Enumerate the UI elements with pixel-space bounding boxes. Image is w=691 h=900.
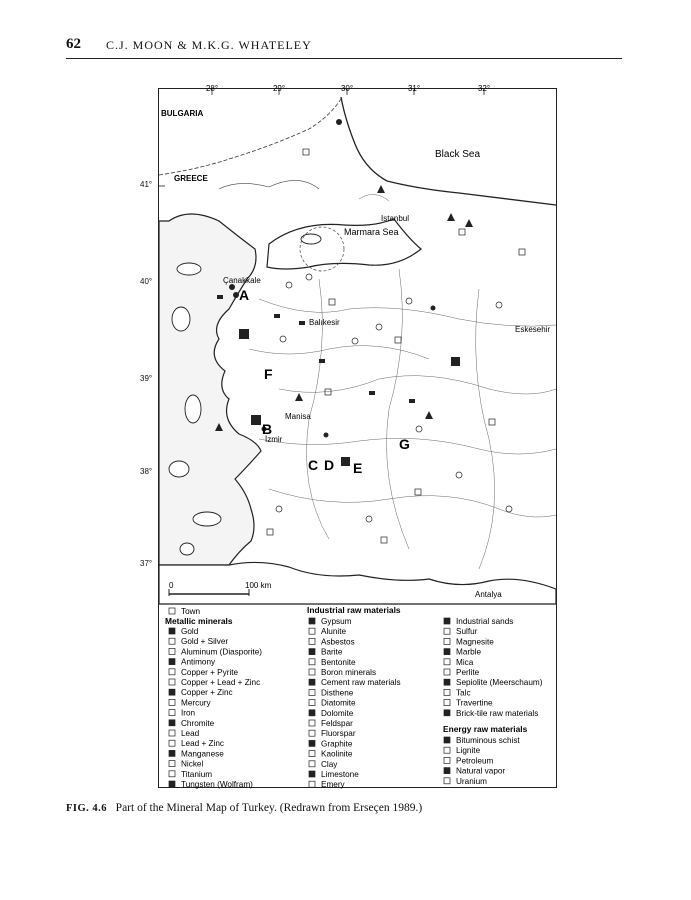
legend-metallic-item: Manganese bbox=[181, 749, 224, 759]
region-b: B bbox=[262, 421, 273, 437]
legend-industrial-item: Clay bbox=[321, 759, 338, 769]
legend-metallic-item: Iron bbox=[181, 708, 196, 718]
label-istanbul: Istanbul bbox=[381, 214, 410, 223]
legend-energy-item: Natural vapor bbox=[456, 766, 506, 776]
legend-industrial-item: Gypsum bbox=[321, 617, 352, 626]
label-manisa: Manisa bbox=[285, 412, 311, 421]
legend-metallic-item: Antimony bbox=[181, 657, 216, 667]
legend-metallic-item: Mercury bbox=[181, 698, 211, 708]
label-bulgaria: BULGARIA bbox=[161, 109, 204, 118]
legend-industrial-right-symbol-icon bbox=[444, 659, 450, 665]
legend-industrial-right-symbol-icon bbox=[444, 649, 450, 655]
legend-industrial-item: Boron minerals bbox=[321, 668, 377, 677]
lat-37: 37° bbox=[140, 559, 153, 568]
legend-industrial-right-item: Sepiolite (Meerschaum) bbox=[456, 678, 543, 688]
legend-industrial-right-item: Marble bbox=[456, 647, 482, 657]
legend-industrial-right-item: Magnesite bbox=[456, 637, 494, 647]
legend-industrial-symbol-icon bbox=[309, 649, 315, 655]
legend-metallic-symbol-icon bbox=[169, 761, 175, 767]
legend-industrial-symbol-icon bbox=[309, 618, 315, 624]
legend-industrial-right-symbol-icon bbox=[444, 679, 450, 685]
legend-industrial-symbol-icon bbox=[309, 761, 315, 767]
legend-industrial-item: Disthene bbox=[321, 688, 354, 698]
label-izmir: İzmir bbox=[265, 435, 283, 444]
label-eskisehir: Eskesehir bbox=[515, 325, 551, 334]
legend-industrial-right-symbol-icon bbox=[444, 669, 450, 675]
legend-metallic-head: Metallic minerals bbox=[165, 616, 233, 626]
legend-industrial-symbol-icon bbox=[309, 781, 315, 787]
label-balikesir: Balıkesir bbox=[309, 318, 340, 327]
page-number: 62 bbox=[66, 36, 81, 52]
legend-industrial-item: Fluorspar bbox=[321, 729, 356, 739]
legend-industrial-right-item: Perlite bbox=[456, 668, 480, 677]
lat-39: 39° bbox=[140, 374, 153, 383]
legend-industrial-item: Barite bbox=[321, 647, 343, 657]
region-a: A bbox=[239, 287, 250, 303]
scale-zero: 0 bbox=[169, 581, 174, 590]
legend-industrial-item: Graphite bbox=[321, 739, 353, 749]
lon-label-31: 31° bbox=[407, 84, 421, 93]
legend-industrial-item: Cement raw materials bbox=[321, 678, 401, 688]
label-greece: GREECE bbox=[174, 174, 208, 183]
legend-energy-item: Petroleum bbox=[456, 756, 494, 766]
legend-energy-item: Bituminous schist bbox=[456, 736, 520, 745]
legend-metallic-symbol-icon bbox=[169, 710, 175, 716]
legend-industrial-symbol-icon bbox=[309, 689, 315, 695]
label-black-sea: Black Sea bbox=[435, 149, 481, 160]
legend-metallic-symbol-icon bbox=[169, 730, 175, 736]
legend-metallic-symbol-icon bbox=[169, 669, 175, 675]
scale-100km: 100 km bbox=[245, 581, 272, 590]
region-f: F bbox=[264, 366, 273, 382]
legend-metallic-symbol-icon bbox=[169, 750, 175, 756]
legend-industrial-symbol-icon bbox=[309, 628, 315, 634]
legend-industrial-head: Industrial raw materials bbox=[307, 605, 401, 615]
legend-metallic-symbol-icon bbox=[169, 648, 175, 654]
legend-industrial-right-item: Brick-tile raw materials bbox=[456, 708, 539, 718]
running-header bbox=[66, 36, 622, 58]
legend-metallic-item: Lead + Zinc bbox=[181, 739, 225, 749]
legend-industrial-symbol-icon bbox=[309, 740, 315, 746]
legend-industrial-right-symbol-icon bbox=[444, 710, 450, 716]
legend-industrial-item: Bentonite bbox=[321, 657, 356, 667]
legend-energy-head: Energy raw materials bbox=[443, 724, 528, 734]
mineral-map-figure bbox=[158, 84, 557, 790]
legend-metallic-symbol-icon bbox=[169, 699, 175, 705]
legend-energy-symbol-icon bbox=[444, 757, 450, 763]
legend-industrial-symbol-icon bbox=[309, 638, 315, 644]
legend-metallic-symbol-icon bbox=[169, 689, 175, 695]
legend-metallic-symbol-icon bbox=[169, 628, 175, 634]
legend-industrial-symbol-icon bbox=[309, 710, 315, 716]
legend-industrial-symbol-icon bbox=[309, 679, 315, 685]
legend-metallic-item: Nickel bbox=[181, 759, 204, 769]
legend-metallic-symbol-icon bbox=[169, 659, 175, 665]
legend-metallic-symbol-icon bbox=[169, 638, 175, 644]
legend-industrial-right-item: Talc bbox=[456, 688, 471, 698]
legend-industrial-symbol-icon bbox=[309, 669, 315, 675]
lon-label-28: 28° bbox=[205, 84, 219, 93]
legend-industrial-item: Alunite bbox=[321, 627, 347, 637]
legend-energy-item: Lignite bbox=[456, 746, 481, 756]
region-e: E bbox=[353, 460, 363, 476]
legend-industrial-item: Kaolinite bbox=[321, 749, 353, 759]
legend-metallic-symbol-icon bbox=[169, 781, 175, 787]
legend-metallic-item: Gold + Silver bbox=[181, 637, 229, 647]
legend-metallic-item: Copper + Pyrite bbox=[181, 667, 239, 677]
legend-metallic-symbol-icon bbox=[169, 679, 175, 685]
legend-industrial-right-symbol-icon bbox=[444, 628, 450, 634]
legend-metallic-item: Lead bbox=[181, 729, 200, 738]
legend-industrial-right-symbol-icon bbox=[444, 700, 450, 706]
legend-industrial-symbol-icon bbox=[309, 700, 315, 706]
label-canakkale: Çanakkale bbox=[223, 276, 261, 285]
lon-label-32: 32° bbox=[477, 84, 491, 93]
legend-industrial-symbol-icon bbox=[309, 751, 315, 757]
legend-industrial-item: Emery bbox=[321, 780, 345, 790]
legend-industrial-right-symbol-icon bbox=[444, 618, 450, 624]
caption-text: Part of the Mineral Map of Turkey. (Redrawn from Erseçen 1989.) bbox=[115, 802, 423, 814]
legend-metallic-item: Copper + Lead + Zinc bbox=[181, 678, 261, 687]
legend-industrial-item: Dolomite bbox=[321, 708, 354, 718]
header-rule bbox=[66, 58, 622, 59]
legend-energy-item: Uranium bbox=[456, 776, 487, 786]
legend-energy-symbol-icon bbox=[444, 768, 450, 774]
legend-industrial-item: Limestone bbox=[321, 770, 359, 779]
region-d: D bbox=[324, 457, 335, 473]
legend-industrial-right-item: Sulfur bbox=[456, 627, 478, 637]
caption-label: FIG. 4.6 bbox=[66, 803, 108, 814]
figure-caption bbox=[66, 802, 622, 814]
legend-industrial-symbol-icon bbox=[309, 771, 315, 777]
label-marmara-sea: Marmara Sea bbox=[344, 227, 399, 237]
legend-industrial-right-item: Mica bbox=[456, 657, 474, 667]
lat-41: 41° bbox=[140, 180, 153, 189]
legend-metallic-item: Aluminum (Diasporite) bbox=[181, 647, 262, 657]
mineral-map bbox=[159, 84, 556, 790]
legend-industrial-item: Asbestos bbox=[321, 637, 355, 647]
lat-38: 38° bbox=[140, 467, 153, 476]
legend-industrial-right-symbol-icon bbox=[444, 638, 450, 644]
lat-40: 40° bbox=[140, 277, 153, 286]
legend-metallic bbox=[165, 607, 233, 626]
legend-metallic-symbol-icon bbox=[169, 720, 175, 726]
legend-metallic-item: Titanium bbox=[181, 769, 213, 779]
legend-energy-symbol-icon bbox=[444, 778, 450, 784]
legend-metallic-item: Tungsten (Wolfram) bbox=[181, 780, 253, 789]
legend-industrial-item: Diatomite bbox=[321, 698, 356, 708]
legend-metallic-symbol-icon bbox=[169, 771, 175, 777]
legend-energy-symbol-icon bbox=[444, 737, 450, 743]
lon-label-30: 30° bbox=[340, 84, 354, 93]
legend-industrial-symbol-icon bbox=[309, 659, 315, 665]
legend-industrial-symbol-icon bbox=[309, 730, 315, 736]
legend-metallic-item: Copper + Zinc bbox=[181, 688, 233, 698]
legend-industrial-item: Feldspar bbox=[321, 719, 353, 728]
legend-industrial-symbol-icon bbox=[309, 720, 315, 726]
legend-industrial-right-item: Industrial sands bbox=[456, 617, 514, 626]
region-c: C bbox=[308, 457, 319, 473]
legend-industrial-right-symbol-icon bbox=[444, 689, 450, 695]
legend-metallic-item: Chromite bbox=[181, 718, 215, 728]
running-head-authors: C.J. MOON & M.K.G. WHATELEY bbox=[106, 38, 312, 52]
lon-label-29: 29° bbox=[272, 84, 286, 93]
label-antalya: Antalya bbox=[475, 590, 502, 599]
legend-metallic-item: Gold bbox=[181, 627, 199, 636]
legend-energy-symbol-icon bbox=[444, 747, 450, 753]
legend-metallic-symbol-icon bbox=[169, 740, 175, 746]
legend-town: Town bbox=[181, 607, 201, 616]
region-g: G bbox=[399, 436, 410, 452]
legend-industrial-right-item: Travertine bbox=[456, 698, 493, 708]
